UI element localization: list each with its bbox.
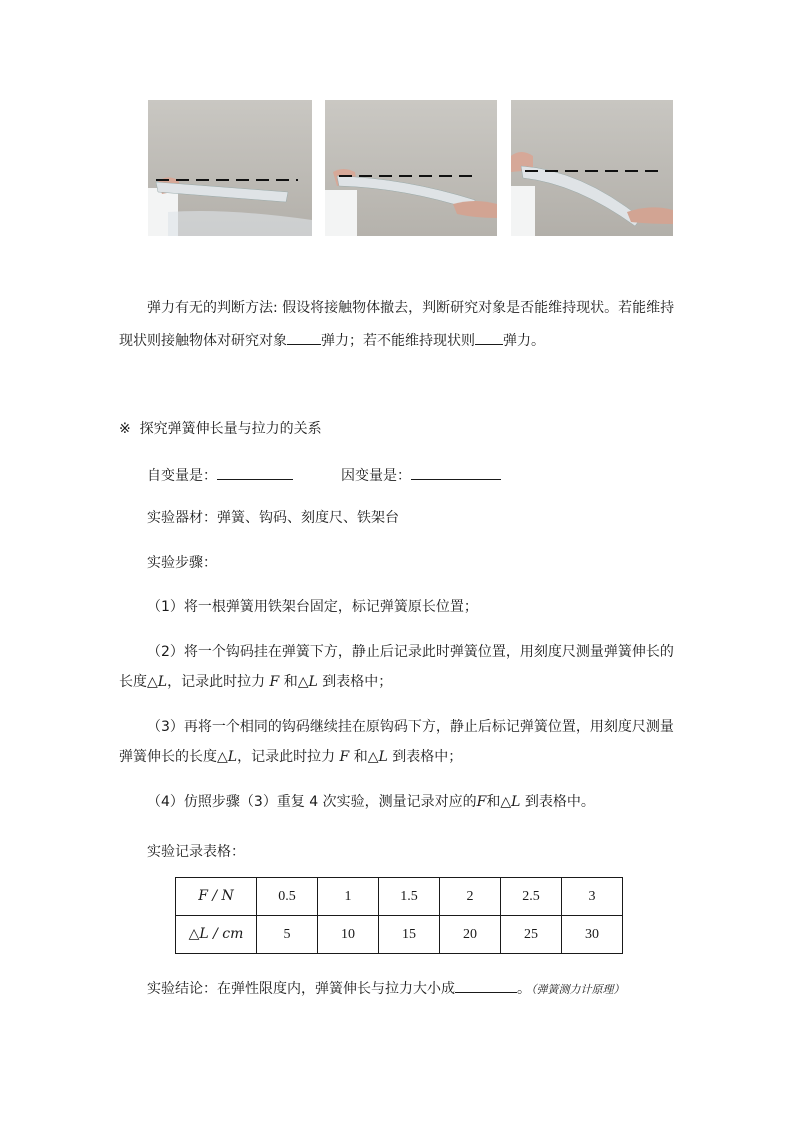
step-1: （1）将一根弹簧用铁架台固定，标记弹簧原长位置； xyxy=(147,599,478,615)
answer-blank-2[interactable] xyxy=(475,329,503,345)
step-3-text-c: 和 xyxy=(353,749,368,765)
force-symbol: F xyxy=(476,794,487,810)
step-4 xyxy=(147,792,595,812)
table-cell: 10 xyxy=(318,916,379,954)
step-2-text-c: 和 xyxy=(283,674,298,690)
table-cell: 15 xyxy=(379,916,440,954)
table-cell: 5 xyxy=(257,916,318,954)
table-cell: 3 xyxy=(562,878,623,916)
table-row-header-force: F / N xyxy=(176,878,257,916)
para-line-1: 弹力有无的判断方法: 假设将接触物体撤去，判断研究对象是否能维持现状。若能维持 xyxy=(147,300,675,316)
delta-l-symbol: △L xyxy=(297,674,318,690)
table-row-header-extension: △L / cm xyxy=(176,916,257,954)
step-4-text-a: （4）仿照步骤（3）重复 4 次实验，测量记录对应的 xyxy=(147,794,477,810)
conclusion-text: 实验结论：在弹性限度内，弹簧伸长与拉力大小成 xyxy=(147,981,455,997)
step-2-line-2 xyxy=(119,672,392,692)
step-3-line-2 xyxy=(119,747,462,767)
steps-title: 实验步骤： xyxy=(147,555,217,571)
table-row xyxy=(176,878,623,916)
section-title: 探究弹簧伸长量与拉力的关系 xyxy=(139,421,322,437)
step-3-line-1: （3）再将一个相同的钩码继续挂在原钩码下方，静止后标记弹簧位置，用刻度尺测量 xyxy=(147,719,674,735)
table-cell: 20 xyxy=(440,916,501,954)
table-title: 实验记录表格： xyxy=(147,844,245,860)
step-2-line-1: （2）将一个钩码挂在弹簧下方，静止后记录此时弹簧位置，用刻度尺测量弹簧伸长的 xyxy=(147,644,674,660)
delta-l-symbol: △L xyxy=(217,749,238,765)
para-line-2-c: 弹力。 xyxy=(503,333,545,349)
independent-blank[interactable] xyxy=(217,464,293,480)
conclusion-blank[interactable] xyxy=(455,977,517,993)
table-cell: 25 xyxy=(501,916,562,954)
materials: 实验器材：弹簧、钩码、刻度尺、铁架台 xyxy=(147,510,399,526)
section-heading xyxy=(119,419,322,439)
independent-label: 自变量是： xyxy=(147,468,217,484)
section-marker: ※ xyxy=(119,421,131,437)
conclusion-note: （弹簧测力计原理） xyxy=(531,983,625,996)
step-3-text-d: 到表格中； xyxy=(392,749,463,765)
table-cell: 30 xyxy=(562,916,623,954)
table-row xyxy=(176,916,623,954)
ruler-photo-1 xyxy=(148,100,312,236)
step-2-text-d: 到表格中； xyxy=(322,674,393,690)
conclusion-end: 。 xyxy=(517,981,531,997)
table-cell: 1 xyxy=(318,878,379,916)
force-symbol: F xyxy=(269,674,280,690)
dependent-label: 因变量是： xyxy=(341,468,411,484)
dependent-variable xyxy=(341,464,501,486)
step-4-text-b: 和 xyxy=(486,794,501,810)
delta-l-symbol: △L xyxy=(500,794,521,810)
para-line-2 xyxy=(119,329,545,351)
table-cell: 0.5 xyxy=(257,878,318,916)
independent-variable xyxy=(147,464,293,486)
step-4-text-c: 到表格中。 xyxy=(524,794,595,810)
ruler-photo-2 xyxy=(325,100,497,236)
answer-blank-1[interactable] xyxy=(287,329,321,345)
table-cell: 2.5 xyxy=(501,878,562,916)
step-2-text-a: 长度 xyxy=(119,674,147,690)
step-3-text-a: 弹簧伸长的长度 xyxy=(119,749,217,765)
dependent-blank[interactable] xyxy=(411,464,501,480)
para-line-2-b: 弹力；若不能维持现状则 xyxy=(321,333,475,349)
table-cell: 1.5 xyxy=(379,878,440,916)
para-line-2-a: 现状则接触物体对研究对象 xyxy=(119,333,287,349)
conclusion xyxy=(147,977,625,1000)
step-2-text-b: ，记录此时拉力 xyxy=(167,674,266,690)
step-3-text-b: ，记录此时拉力 xyxy=(237,749,336,765)
ruler-photo-3 xyxy=(511,100,673,236)
delta-l-symbol: △L xyxy=(147,674,168,690)
table-cell: 2 xyxy=(440,878,501,916)
delta-l-symbol: △L xyxy=(367,749,388,765)
record-table xyxy=(175,877,623,954)
force-symbol: F xyxy=(339,749,350,765)
